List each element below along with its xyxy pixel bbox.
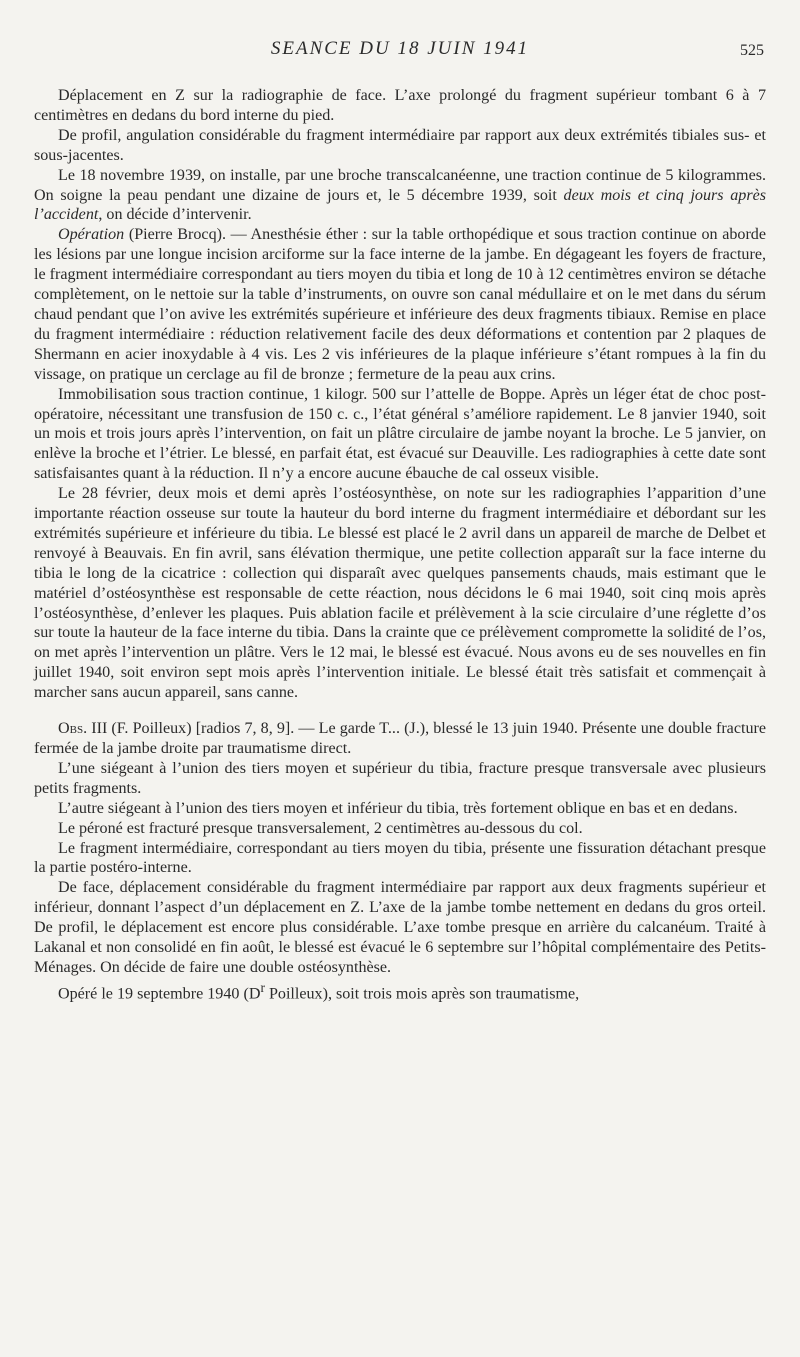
paragraph xyxy=(34,225,766,384)
text-run: L’autre siégeant à l’union des tiers moyen et inférieur du tibia, très fortement oblique en bas et en dedans. xyxy=(58,799,738,817)
paragraph xyxy=(34,799,766,819)
text-run: L’une siégeant à l’union des tiers moyen et supérieur du tibia, fracture presque transversale avec plusieurs petits fragments. xyxy=(34,759,766,797)
running-header xyxy=(0,36,800,66)
paragraph xyxy=(34,385,766,485)
text-run: r xyxy=(260,979,265,995)
text-run: Le fragment intermédiaire, correspondant au tiers moyen du tibia, présente une fissuration détachant presque la partie postéro-interne. xyxy=(34,839,766,877)
text-run: Le 18 novembre 1939, on installe, par une broche transcalcanéenne, une traction continue de 5 kilogrammes. On soigne la peau pendant une dizaine de jours et, le 5 décembre 1939, soit xyxy=(34,166,766,204)
paragraph xyxy=(34,86,766,126)
paragraph xyxy=(34,126,766,166)
text-run: De profil, angulation considérable du fragment intermédiaire par rapport aux deux extrémités tibiales sus- et sous-jacentes. xyxy=(34,126,766,164)
text-run: Le 28 février, deux mois et demi après l’ostéosynthèse, on note sur les radiographies l’apparition d’une importante réaction osseuse sur toute la hauteur du bord interne du fragment intermédiaire et débordant sur les extrémités supérieure et inférieure du tibia. Le blessé est placé le 2 avril dans un appareil de marche de Delbet et renvoyé à Beauvais. En fin avril, sans élévation thermique, une petite collection apparaît sur la face interne du tibia le long de la cicatrice : collection qui disparaît avec quelques pansements chauds, mais estimant que le matériel d’ostéosynthèse est responsable de cette réaction, nous décidons le 6 mai 1940, soit cinq mois après l’ostéosynthèse, d’enlever les plaques. Puis ablation facile et prélèvement à la scie circulaire d’une réglette d’os sur toute la hauteur de la face interne du tibia. Dans la crainte que ce prélèvement compromette la solidité de l’os, on met après l’intervention un plâtre. Vers le 12 mai, le blessé est évacué. Nous avons eu de ses nouvelles en fin juillet 1940, soit environ sept mois après l’intervention initiale. Le blessé était très satisfait et commençait à marcher sans aucun appareil, sans canne. xyxy=(34,485,766,702)
text-run: Opéré le 19 septembre 1940 (D xyxy=(58,985,261,1003)
page-number: 525 xyxy=(740,42,764,59)
paragraph xyxy=(34,166,766,226)
text-run: III (F. Poilleux) [radios 7, 8, 9]. — Le garde T... (J.), blessé le 13 juin 1940. Présente une double fracture fermée de la jambe droite par traumatisme direct. xyxy=(34,720,766,757)
text-run: De face, déplacement considérable du fragment intermédiaire par rapport aux deux fragments supérieur et inférieur, donnant l’aspect d’un déplacement en Z. L’axe de la jambe tombe nettement en dedans du gros orteil. De profil, le déplacement est encore plus considérable. L’axe tombe presque en arrière du calcanéum. Traité à Lakanal et non consolidé en fin août, le blessé est évacué le 6 septembre sur l’hôpital complémentaire des Petits-Ménages. On décide de faire une double ostéosynthèse. xyxy=(34,879,766,976)
paragraph xyxy=(34,719,766,759)
text-run: Obs. xyxy=(58,720,88,738)
paragraph xyxy=(34,878,766,978)
text-run: (Pierre Brocq). — Anesthésie éther : sur la table orthopédique et sous traction continue on aborde les lésions par une longue incision arciforme sur la face interne de la jambe. En dégageant les foyers de fracture, le fragment intermédiaire correspondant au tiers moyen du tibia et long de 10 à 12 centimètres environ se détache complètement, on le nettoie sur la table d’instruments, on ouvre son canal médullaire et on le met dans du sérum chaud pendant que l’on avive les extrémités supérieure et inférieure des deux fragments tibiaux. Remise en place du fragment intermédiaire : réduction relativement facile des deux déformations et contention par 2 plaques de Shermann en acier inoxydable à 4 vis. Les 2 vis inférieures de la plaque inférieure s’étant rompues à la fin du vissage, on pratique un cerclage au fil de bronze ; fermeture de la peau aux crins. xyxy=(34,226,766,383)
paragraph xyxy=(34,484,766,703)
text-run: , on décide d’intervenir. xyxy=(98,206,252,224)
paragraph xyxy=(34,839,766,879)
paragraph xyxy=(34,759,766,799)
text-run: Immobilisation sous traction continue, 1 kilogr. 500 sur l’attelle de Boppe. Après un léger état de choc post-opératoire, nécessitant une transfusion de 150 c. c., l’état général s’améliore rapidement. Le 8 janvier 1940, soit un mois et trois jours après l’intervention, on fait un plâtre circulaire de jambe noyant la broche. Le 5 janvier, on enlève la broche et l’étrier. Le blessé, en parfait état, est évacué sur Deauville. Les radiographies à cette date sont satisfaisantes quant à la réduction. Il n’y a encore aucune ébauche de cal osseux visible. xyxy=(34,385,766,483)
text-run: Poilleux), soit trois mois après son traumatisme, xyxy=(264,985,580,1003)
text-run: Le péroné est fracturé presque transversalement, 2 centimètres au-dessous du col. xyxy=(58,819,583,837)
session-title: SEANCE DU 18 JUIN 1941 xyxy=(270,38,530,59)
text-run: Déplacement en Z sur la radiographie de face. L’axe prolongé du fragment supérieur tombant 6 à 7 centimètres en dedans du bord interne du pied. xyxy=(34,87,766,124)
paragraph xyxy=(34,819,766,839)
text-run: deux mois et cinq jours après l’accident xyxy=(34,186,766,224)
text-run: Opération xyxy=(58,226,125,244)
article-body xyxy=(34,86,766,1004)
paragraph xyxy=(34,978,766,1004)
